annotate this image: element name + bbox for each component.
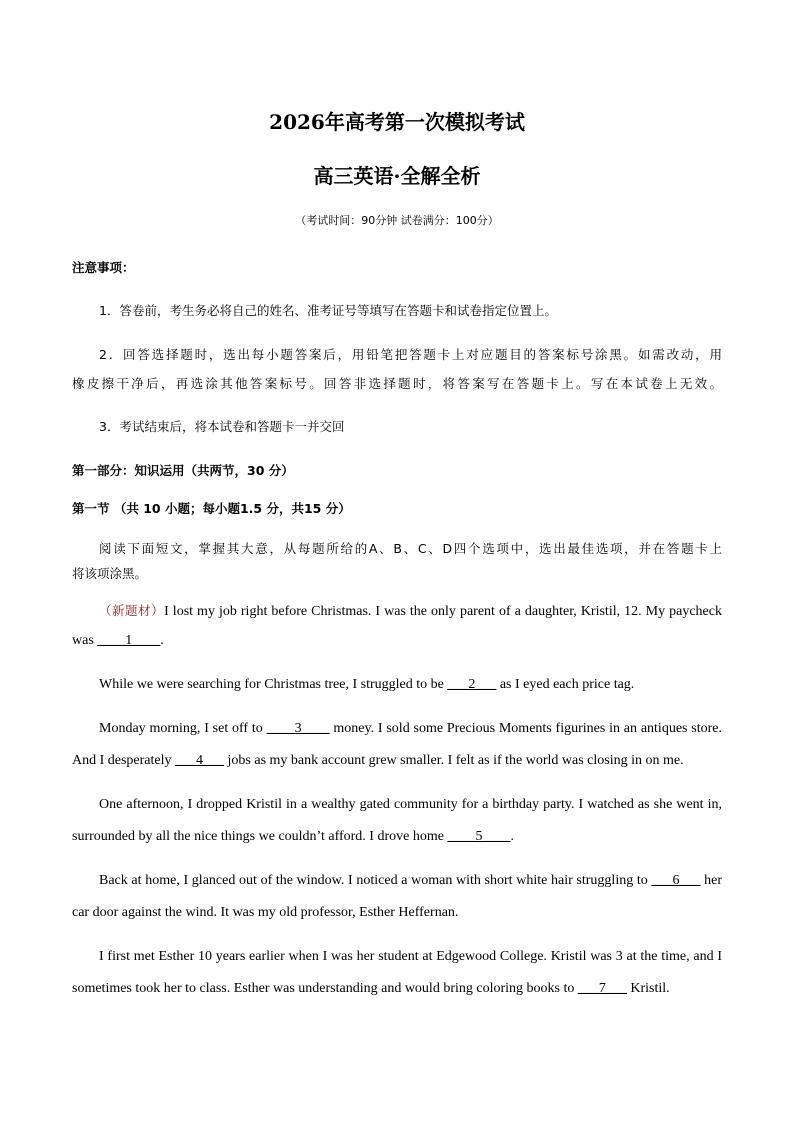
exam-info: （考试时间：90分钟 试卷满分：100分） bbox=[295, 214, 499, 227]
passage-paragraph-5-line-2: car door against the wind. It was my old professor, Esther Heffernan. bbox=[72, 905, 459, 920]
passage-paragraph-4-line-1: One afternoon, I dropped Kristil in a wealthy gated community for a birthday party. I watched as she went in, bbox=[99, 797, 722, 812]
notice-item-3: 3．考试结束后，将本试卷和答题卡一并交回 bbox=[99, 419, 345, 434]
passage-paragraph-6-line-1: I first met Esther 10 years earlier when I was her student at Edgewood College. Kristil was 3 at the time, and I bbox=[99, 949, 722, 964]
passage-paragraph-4-line-2: surrounded by all the nice things we couldn’t afford. I drove home ____5____. bbox=[72, 829, 514, 844]
blank-4: ___4___ bbox=[175, 753, 225, 768]
passage-paragraph-6-line-2: sometimes took her to class. Esther was understanding and would bring coloring books to ___7___ Kristil. bbox=[72, 981, 670, 996]
blank-3: ____3____ bbox=[266, 721, 330, 736]
instruction-line-2: 将该项涂黑。 bbox=[72, 566, 148, 581]
part1-heading: 第一部分：知识运用（共两节，30 分） bbox=[72, 463, 294, 478]
notice-heading: 注意事项： bbox=[72, 260, 135, 275]
passage-paragraph-3-line-1: Monday morning, I set off to ____3____ money. I sold some Precious Moments figurines in an antiques store. bbox=[99, 721, 722, 736]
passage-paragraph-1-line-2: was ____1____. bbox=[72, 633, 164, 648]
blank-1: ____1____ bbox=[97, 633, 161, 648]
blank-6: ___6___ bbox=[651, 873, 701, 888]
exam-title: 2026年高考第一次模拟考试 bbox=[269, 110, 525, 134]
passage-paragraph-1-line-1: （新题材）I lost my job right before Christmas. I was the only parent of a daughter, Kristil, 12. My paycheck bbox=[99, 603, 722, 619]
notice-item-1: 1．答卷前，考生务必将自己的姓名、准考证号等填写在答题卡和试卷指定位置上。 bbox=[99, 303, 557, 318]
passage-paragraph-5-line-1: Back at home, I glanced out of the window. I noticed a woman with short white hair struggling to ___6___ her bbox=[99, 873, 722, 888]
notice-item-2-line-2: 橡皮擦干净后，再选涂其他答案标号。回答非选择题时，将答案写在答题卡上。写在本试卷上无效。 bbox=[72, 376, 722, 391]
section1-heading: 第一节 （共 10 小题；每小题1.5 分，共15 分） bbox=[72, 501, 351, 516]
notice-item-2-line-1: 2．回答选择题时，选出每小题答案后，用铅笔把答题卡上对应题目的答案标号涂黑。如需改动，用 bbox=[99, 347, 722, 362]
blank-7: ___7___ bbox=[577, 981, 627, 996]
exam-subtitle: 高三英语·全解全析 bbox=[313, 164, 481, 188]
blank-5: ____5____ bbox=[447, 829, 511, 844]
blank-2: ___2___ bbox=[447, 677, 497, 692]
instruction-line-1: 阅读下面短文，掌握其大意，从每题所给的A、B、C、D四个选项中，选出最佳选项，并在答题卡上 bbox=[99, 541, 722, 556]
passage-paragraph-3-line-2: And I desperately ___4___ jobs as my bank account grew smaller. I felt as if the world was closing in on me. bbox=[72, 753, 684, 768]
passage-paragraph-2: While we were searching for Christmas tree, I struggled to be ___2___ as I eyed each price tag. bbox=[99, 677, 635, 692]
new-material-tag: （新题材） bbox=[99, 603, 165, 618]
